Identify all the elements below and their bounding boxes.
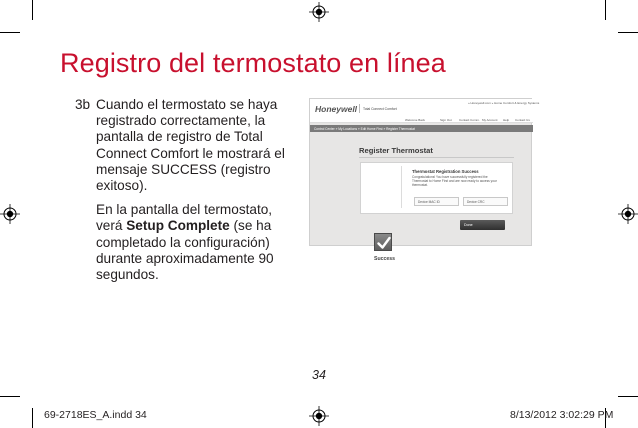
crop-mark (605, 0, 606, 20)
registration-mark-icon (618, 204, 638, 224)
nav-welcome: Welcome Back (405, 118, 425, 122)
product-name: Total Connect Comfort (363, 107, 397, 111)
device-crc-field: Device CRC (463, 197, 508, 206)
top-links: » Honeywell.com » Home Comfort & Energy Systems (468, 101, 540, 105)
crop-mark (618, 32, 638, 33)
success-label: Success (374, 256, 396, 262)
crop-mark (32, 408, 33, 428)
registration-success-message: Congratulations! You have successfully registered the Thermostat to Home First and are now ready to access your thermostat. (412, 175, 497, 187)
page-title: Registro del termostato en línea (60, 48, 446, 78)
breadcrumb-text: Control Center » My Locations » Edit Home First » Register Thermostat (314, 126, 415, 131)
followup-text-start: En la pantalla del termostato, verá (96, 202, 273, 234)
nav-my-account: My Account (482, 118, 498, 122)
panel-divider (401, 166, 402, 208)
setup-complete-text: Setup Complete (126, 218, 230, 234)
registration-screenshot (309, 98, 540, 262)
followup-text-end: (se ha completado la configuración) durante aproximadamente 90 segundos. (96, 218, 274, 283)
nav-sign-out: Sign Out (440, 118, 452, 122)
breadcrumb (310, 125, 533, 132)
nav-contact-comm: Contact Comm. (459, 118, 480, 122)
registration-mark-icon (309, 2, 329, 22)
heading-rule (359, 157, 514, 158)
followup-paragraph (75, 202, 290, 283)
crop-mark (0, 32, 20, 33)
crop-mark (32, 0, 33, 20)
registration-mark-icon (309, 406, 329, 426)
registration-mark-icon (0, 204, 20, 224)
step-text: Cuando el termostato se haya registrado correctamente, la pantalla de registro de Total Connect Comfort le mostrará el mensaje SUCCESS (registro exitoso). (96, 97, 285, 194)
device-mac-field: Device MAC ID (414, 197, 459, 206)
screenshot-header (310, 99, 540, 117)
register-thermostat-heading: Register Thermostat (359, 146, 433, 155)
crop-mark (618, 396, 638, 397)
page-number: 34 (312, 368, 326, 382)
screenshot-nav (310, 117, 533, 123)
done-button: Done (460, 220, 505, 230)
crop-mark (0, 396, 20, 397)
header-divider (359, 104, 360, 113)
registration-success-title: Thermostat Registration Success (412, 169, 479, 174)
nav-contact-us: Contact Us (515, 118, 530, 122)
step-paragraph (75, 97, 290, 194)
checkmark-icon (374, 233, 392, 251)
footer-file-info: 69-2718ES_A.indd 34 (44, 409, 147, 421)
footer-datetime: 8/13/2012 3:02:29 PM (510, 409, 614, 421)
step-number: 3b (75, 97, 91, 112)
honeywell-logo: Honeywell (315, 104, 358, 114)
nav-help: Help (503, 118, 510, 122)
instruction-text (75, 97, 290, 283)
